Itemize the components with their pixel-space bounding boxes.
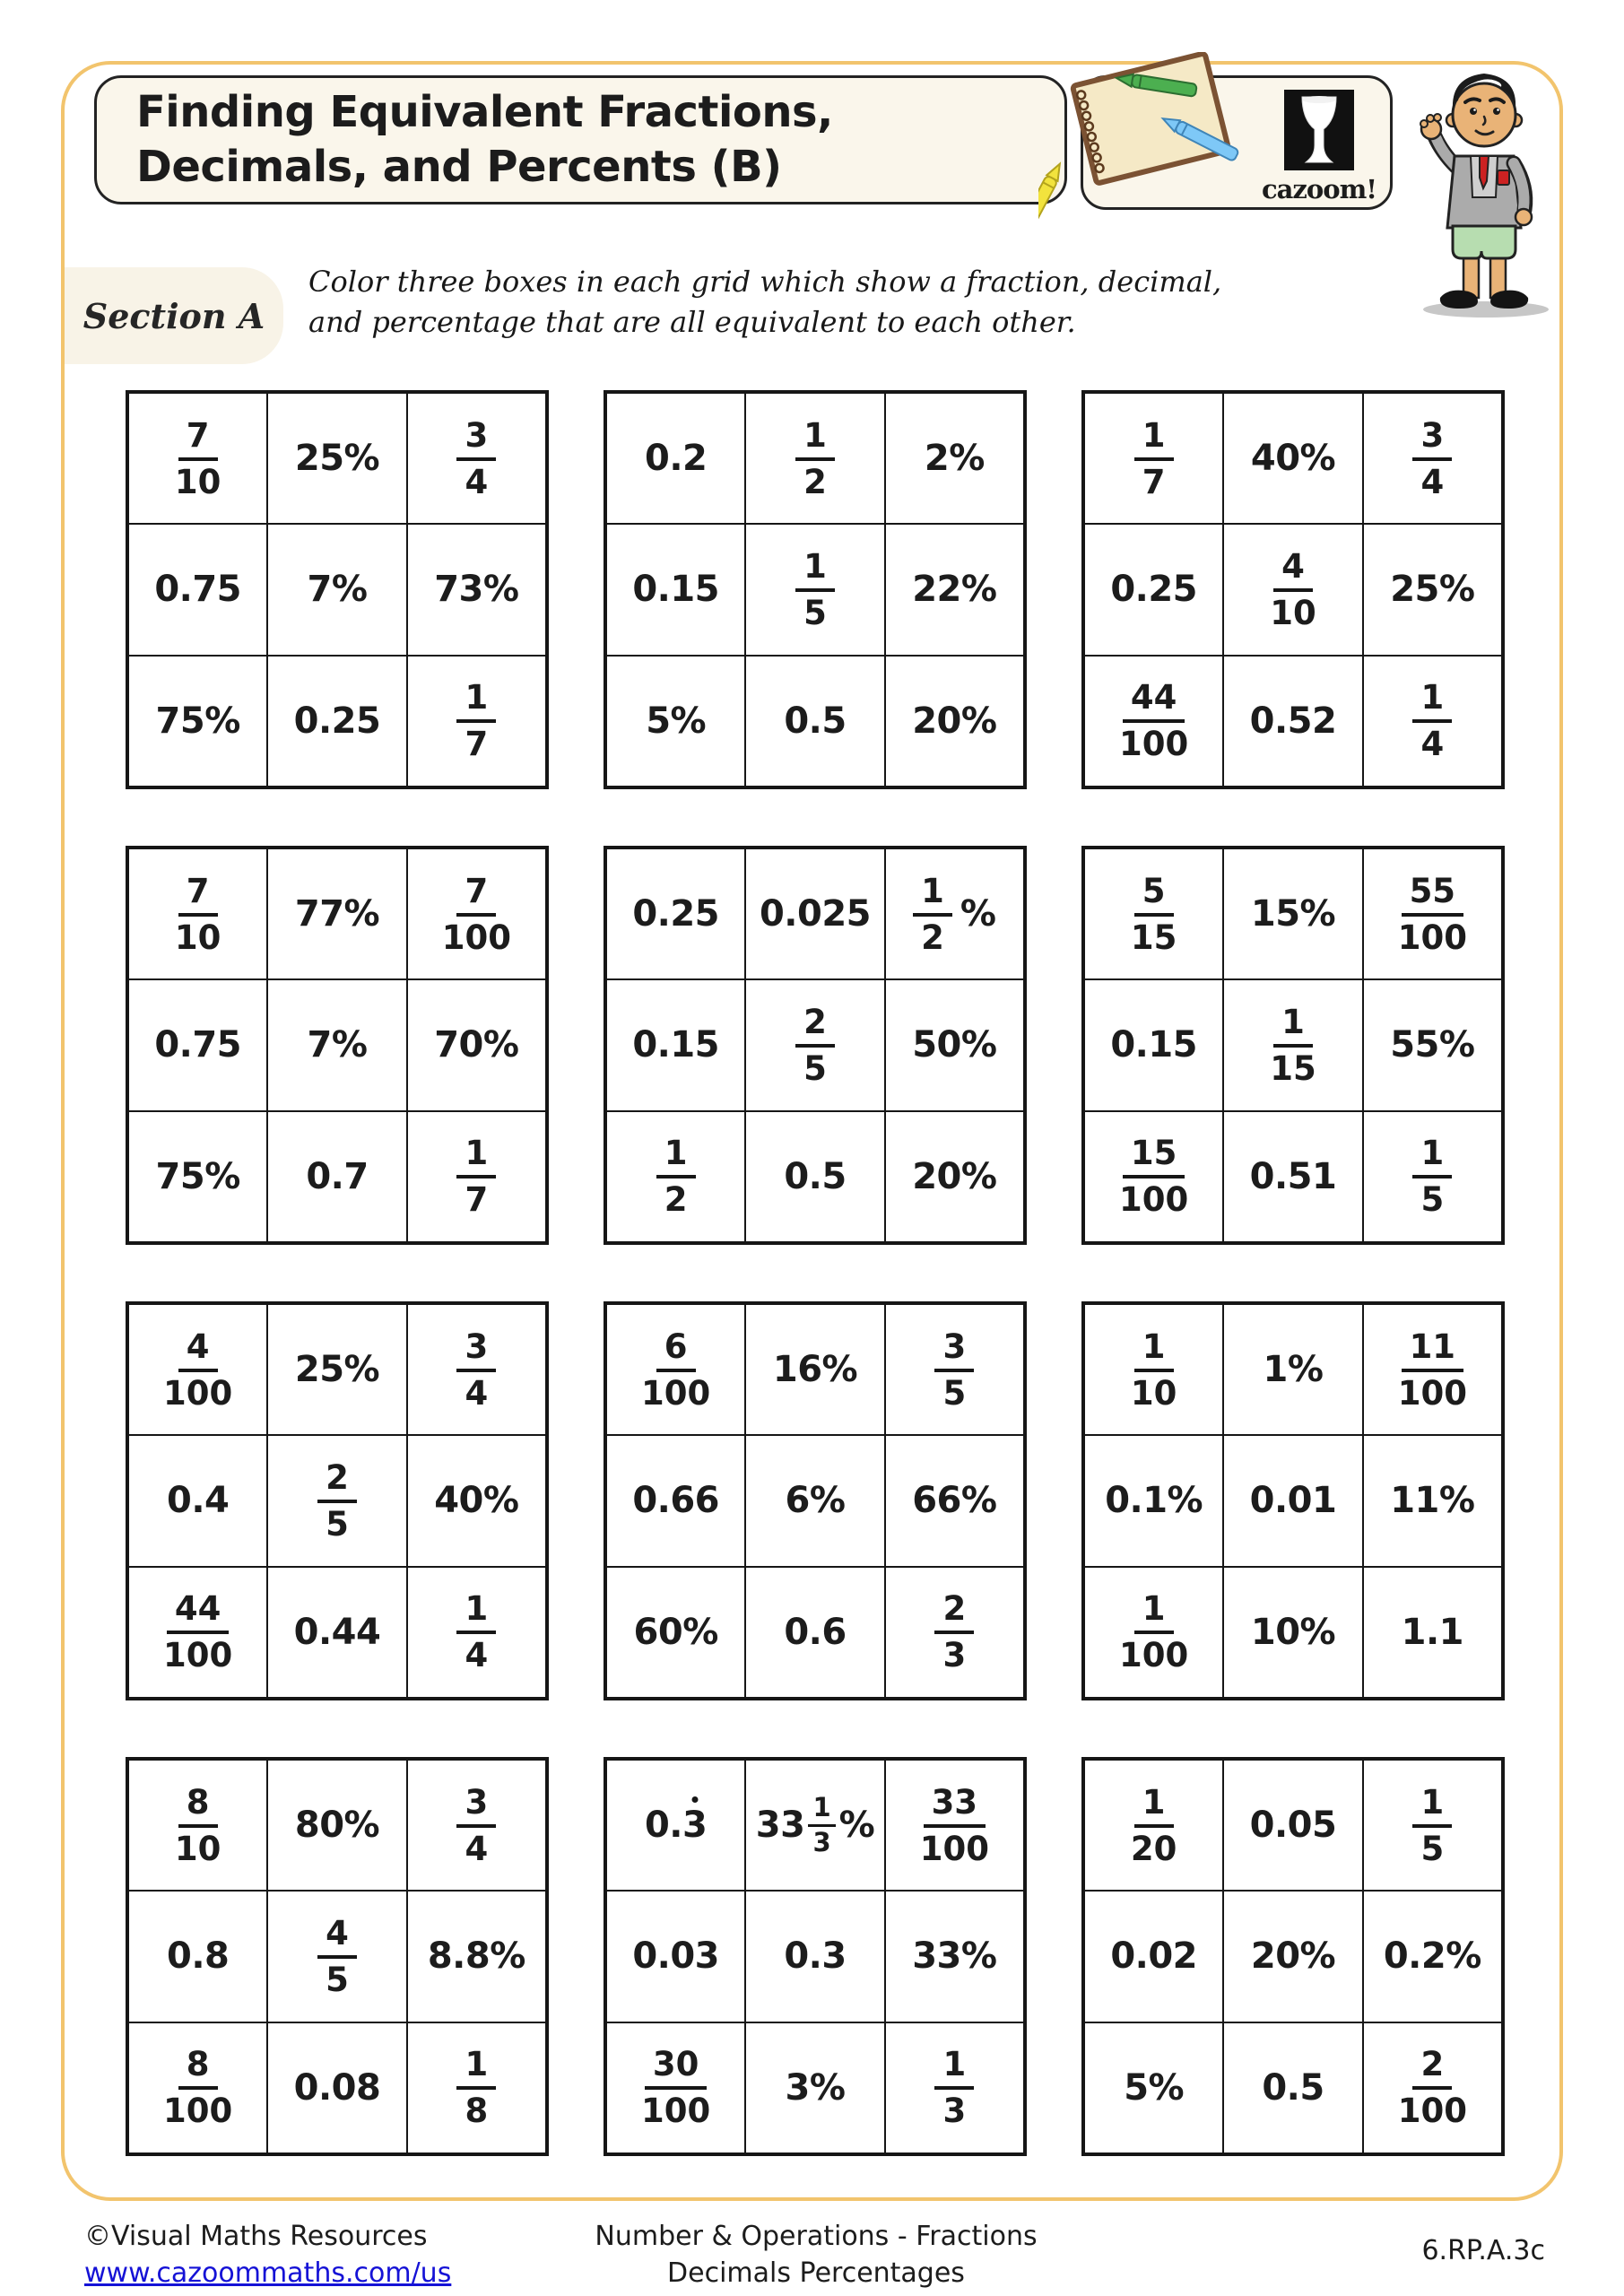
grid-cell[interactable]: $\frac{44}{100}$ <box>1084 656 1223 787</box>
grid-cell[interactable]: $\frac{1}{20}$ <box>1084 1760 1223 1891</box>
grid-cell[interactable]: 77% <box>267 848 406 979</box>
equivalence-grid-4 <box>126 846 549 1245</box>
grid-cell[interactable]: 66% <box>885 1435 1024 1566</box>
grid-cell[interactable]: $\frac{15}{100}$ <box>1084 1111 1223 1242</box>
grid-cell[interactable]: $\frac{1}{10}$ <box>1084 1304 1223 1435</box>
grid-cell[interactable]: 0.2 <box>606 393 745 524</box>
grid-cell[interactable]: 3% <box>745 2022 884 2153</box>
grid-cell[interactable]: $\frac{30}{100}$ <box>606 2022 745 2153</box>
grid-cell[interactable]: $\frac{2}{5}$ <box>745 979 884 1110</box>
grid-cell[interactable]: $\frac{2}{5}$ <box>267 1435 406 1566</box>
grid-cell[interactable]: 0.5 <box>745 656 884 787</box>
grid-cell[interactable]: 20% <box>885 1111 1024 1242</box>
grid-cell[interactable]: 7% <box>267 979 406 1110</box>
equivalence-grid-5 <box>604 846 1027 1245</box>
grid-cell[interactable]: 0.4 <box>128 1435 267 1566</box>
grid-cell[interactable]: $\frac{1}{8}$ <box>407 2022 546 2153</box>
grid-cell[interactable]: $\frac{2}{100}$ <box>1363 2022 1502 2153</box>
grid-cell[interactable]: $\frac{44}{100}$ <box>128 1567 267 1698</box>
grid-cell[interactable]: 0.15 <box>606 979 745 1110</box>
cazoom-goblet-mark <box>1282 88 1356 172</box>
grid-cell[interactable]: $\frac{2}{3}$ <box>885 1567 1024 1698</box>
grid-cell[interactable]: $\frac{33}{100}$ <box>885 1760 1024 1891</box>
grid-cell[interactable]: 33 $\frac{1}{3}$ % <box>745 1760 884 1891</box>
grid-cell[interactable]: $\frac{3}{4}$ <box>407 1760 546 1891</box>
grid-cell[interactable]: $\frac{1}{2}$ <box>745 393 884 524</box>
standard-code: 6.RP.A.3c <box>1421 2235 1545 2266</box>
grid-cell[interactable]: $\frac{4}{100}$ <box>128 1304 267 1435</box>
grid-cell[interactable]: $\frac{3}{5}$ <box>885 1304 1024 1435</box>
grid-cell[interactable]: 70% <box>407 979 546 1110</box>
grid-cell[interactable]: $\frac{1}{7}$ <box>407 656 546 787</box>
grid-cell[interactable]: 0.3 <box>745 1891 884 2022</box>
equivalence-grid-12 <box>1081 1757 1505 2156</box>
grid-cell[interactable]: 20% <box>1223 1891 1362 2022</box>
grid-cell[interactable]: 55% <box>1363 979 1502 1110</box>
grid-cell[interactable]: $\frac{11}{100}$ <box>1363 1304 1502 1435</box>
grid-cell[interactable]: 0.25 <box>267 656 406 787</box>
cazoom-logo-text: cazoom! <box>1261 174 1377 204</box>
grid-cell[interactable]: 0.01 <box>1223 1435 1362 1566</box>
equivalence-grid-7 <box>126 1301 549 1700</box>
boy-character-illustration <box>1401 47 1567 325</box>
grid-cell[interactable]: 2% <box>885 393 1024 524</box>
grid-cell[interactable]: $\frac{7}{10}$ <box>128 393 267 524</box>
grid-cell[interactable]: 0.15 <box>606 524 745 655</box>
grid-cell[interactable]: 0.75 <box>128 524 267 655</box>
grid-cell[interactable]: $\frac{3}{4}$ <box>1363 393 1502 524</box>
grid-cell[interactable]: 0.2% <box>1363 1891 1502 2022</box>
grid-cell[interactable]: 6% <box>745 1435 884 1566</box>
grid-cell[interactable]: $\frac{1}{5}$ <box>1363 1760 1502 1891</box>
grid-cell[interactable]: 0.15 <box>1084 979 1223 1110</box>
grid-cell[interactable]: 40% <box>1223 393 1362 524</box>
grid-cell[interactable]: 0.66 <box>606 1435 745 1566</box>
grid-cell[interactable]: 8.8% <box>407 1891 546 2022</box>
grid-cell[interactable]: 0.1% <box>1084 1435 1223 1566</box>
grid-cell[interactable]: 1% <box>1223 1304 1362 1435</box>
grid-cell[interactable]: 0.44 <box>267 1567 406 1698</box>
grid-cell[interactable]: 75% <box>128 1111 267 1242</box>
grid-cell[interactable]: 0.6 <box>745 1567 884 1698</box>
grid-cell[interactable]: 25% <box>267 393 406 524</box>
grid-cell[interactable]: 0.5 <box>745 1111 884 1242</box>
equivalence-grid-1 <box>126 390 549 789</box>
grid-cell[interactable]: 0.25 <box>1084 524 1223 655</box>
equivalence-grid-3 <box>1081 390 1505 789</box>
grid-cell[interactable]: $\frac{8}{100}$ <box>128 2022 267 2153</box>
cazoom-logo <box>1252 88 1386 204</box>
equivalence-grid-8 <box>604 1301 1027 1700</box>
footer-topic-line2: Decimals Percentages <box>667 2257 965 2289</box>
grid-cell[interactable]: 73% <box>407 524 546 655</box>
grid-cell[interactable]: 20% <box>885 656 1024 787</box>
grid-cell[interactable]: $\frac{1}{15}$ <box>1223 979 1362 1110</box>
grid-cell[interactable]: 0.03 <box>606 1891 745 2022</box>
footer-left <box>84 2219 451 2292</box>
copyright-text: ©Visual Maths Resources <box>84 2221 428 2252</box>
grid-cell[interactable]: 25% <box>1363 524 1502 655</box>
grid-cell[interactable]: $\frac{4}{10}$ <box>1223 524 1362 655</box>
grid-cell[interactable]: $\frac{1}{4}$ <box>1363 656 1502 787</box>
instruction-line2: and percentage that are all equivalent to each other. <box>308 305 1076 340</box>
grid-cell[interactable]: $\frac{1}{5}$ <box>1363 1111 1502 1242</box>
grid-cell[interactable]: 5% <box>606 656 745 787</box>
grid-cell[interactable]: $\frac{7}{10}$ <box>128 848 267 979</box>
grid-cell[interactable]: $\frac{1}{7}$ <box>1084 393 1223 524</box>
equivalence-grid-11 <box>604 1757 1027 2156</box>
cazoom-website-link[interactable]: www.cazoommaths.com/us <box>84 2257 452 2289</box>
grid-cell[interactable]: $\frac{3}{4}$ <box>407 393 546 524</box>
grids-area <box>126 390 1505 2156</box>
grid-cell[interactable]: $\frac{7}{100}$ <box>407 848 546 979</box>
grid-cell[interactable]: 15% <box>1223 848 1362 979</box>
worksheet-title-line2: Decimals, and Percents (B) <box>136 142 782 192</box>
section-a-label <box>65 267 283 364</box>
grid-cell[interactable]: $\frac{4}{5}$ <box>267 1891 406 2022</box>
section-a-text: Section A <box>83 295 265 336</box>
grid-cell[interactable]: 5% <box>1084 2022 1223 2153</box>
grid-cell[interactable]: 0.51 <box>1223 1111 1362 1242</box>
grid-cell[interactable]: 0.8 <box>128 1891 267 2022</box>
grid-cell[interactable]: 10% <box>1223 1567 1362 1698</box>
grid-cell[interactable]: $\frac{1}{2}$ % <box>885 848 1024 979</box>
grid-cell[interactable]: 0.5 <box>1223 2022 1362 2153</box>
grid-cell[interactable]: 40% <box>407 1435 546 1566</box>
grid-cell[interactable]: 0.7 <box>267 1111 406 1242</box>
grid-cell[interactable]: 75% <box>128 656 267 787</box>
worksheet-title-box <box>94 75 1067 204</box>
grid-cell[interactable]: $\frac{1}{2}$ <box>606 1111 745 1242</box>
footer-topic-line1: Number & Operations - Fractions <box>595 2221 1038 2252</box>
grid-cell[interactable]: 0.02 <box>1084 1891 1223 2022</box>
grid-cell[interactable]: 22% <box>885 524 1024 655</box>
equivalence-grid-9 <box>1081 1301 1505 1700</box>
grid-cell[interactable]: $\frac{6}{100}$ <box>606 1304 745 1435</box>
grid-cell[interactable]: $\frac{1}{7}$ <box>407 1111 546 1242</box>
grid-cell[interactable]: $\frac{1}{4}$ <box>407 1567 546 1698</box>
grid-cell[interactable]: 80% <box>267 1760 406 1891</box>
grid-cell[interactable]: 0.75 <box>128 979 267 1110</box>
grid-cell[interactable]: 0.52 <box>1223 656 1362 787</box>
equivalence-grid-6 <box>1081 846 1505 1245</box>
grid-cell[interactable]: $\frac{8}{10}$ <box>128 1760 267 1891</box>
grid-cell[interactable]: $\frac{3}{4}$ <box>407 1304 546 1435</box>
grid-cell[interactable]: 0.08 <box>267 2022 406 2153</box>
grid-cell[interactable]: 0.025 <box>745 848 884 979</box>
grid-cell[interactable]: $\frac{55}{100}$ <box>1363 848 1502 979</box>
grid-cell[interactable]: 33% <box>885 1891 1024 2022</box>
grid-cell[interactable]: 7% <box>267 524 406 655</box>
grid-cell[interactable]: $\frac{1}{5}$ <box>745 524 884 655</box>
grid-cell[interactable]: 0.3 <box>606 1760 745 1891</box>
section-a-instruction <box>308 262 1313 344</box>
grid-cell[interactable]: 0.05 <box>1223 1760 1362 1891</box>
grid-cell[interactable]: $\frac{5}{15}$ <box>1084 848 1223 979</box>
worksheet-title-line1: Finding Equivalent Fractions, <box>136 86 833 137</box>
grid-cell[interactable]: 25% <box>267 1304 406 1435</box>
grid-cell[interactable]: 11% <box>1363 1435 1502 1566</box>
grid-cell[interactable]: 1.1 <box>1363 1567 1502 1698</box>
grid-cell[interactable]: 50% <box>885 979 1024 1110</box>
equivalence-grid-2 <box>604 390 1027 789</box>
grid-cell[interactable]: 16% <box>745 1304 884 1435</box>
grid-cell[interactable]: $\frac{1}{100}$ <box>1084 1567 1223 1698</box>
equivalence-grid-10 <box>126 1757 549 2156</box>
grid-cell[interactable]: 60% <box>606 1567 745 1698</box>
grid-cell[interactable]: 0.25 <box>606 848 745 979</box>
footer-center <box>543 2219 1090 2292</box>
grid-cell[interactable]: $\frac{1}{3}$ <box>885 2022 1024 2153</box>
instruction-line1: Color three boxes in each grid which show a fraction, decimal, <box>308 265 1222 299</box>
